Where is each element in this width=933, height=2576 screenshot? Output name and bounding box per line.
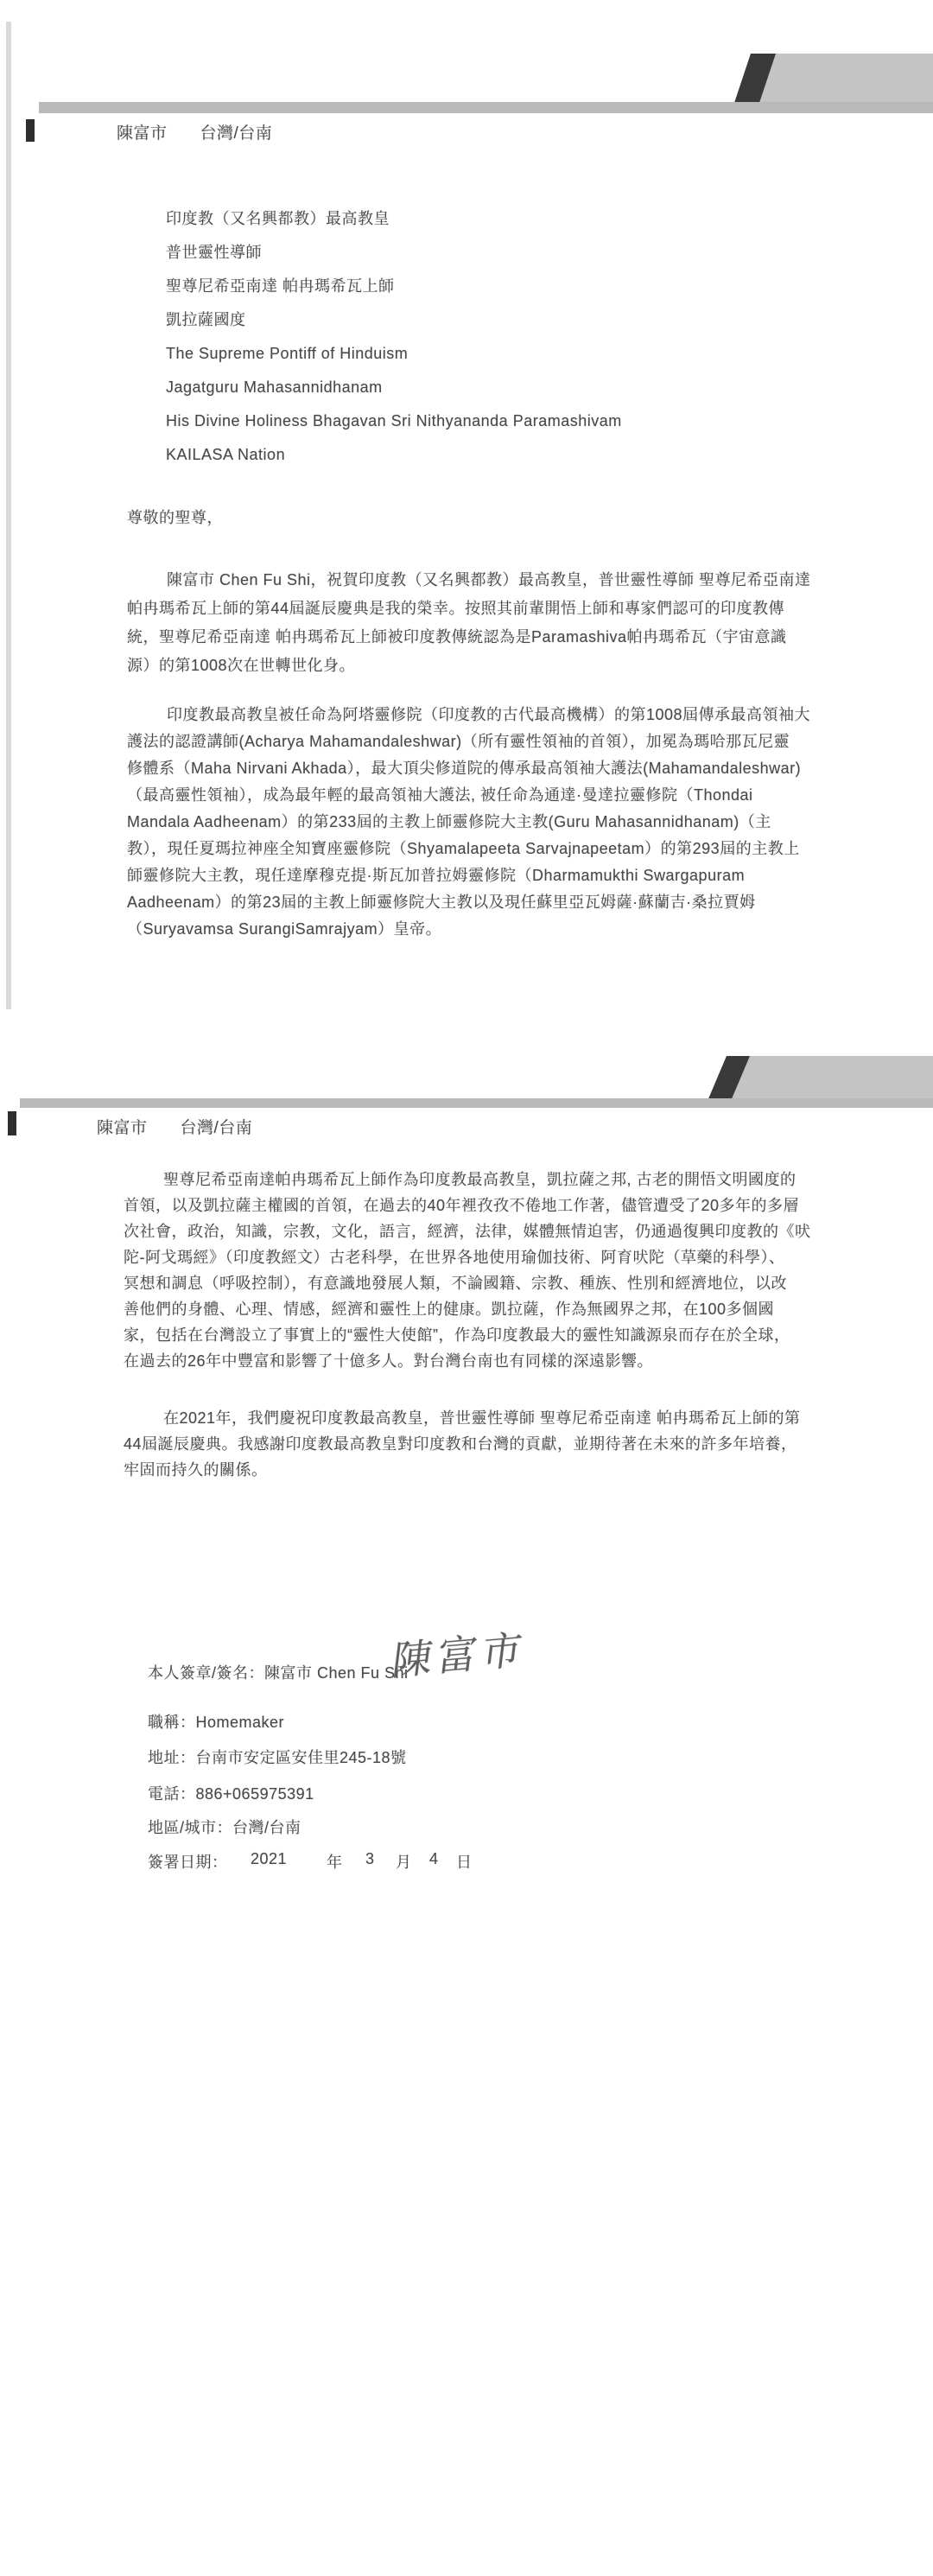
- signature-line: 本人簽章/簽名：陳富市 Chen Fu Shi: [148, 1664, 409, 1682]
- text-line: 冥想和調息（呼吸控制），有意識地發展人類，不論國籍、宗教、種族、性別和經濟地位，以改: [124, 1275, 787, 1292]
- text-line: 家，包括在台灣設立了事實上的“靈性大使館”，作為印度教最大的靈性知識源泉而存在於全球，: [124, 1326, 790, 1344]
- date-year-unit: 年: [327, 1854, 343, 1871]
- text-line: 善他們的身體、心理、情感，經濟和靈性上的健康。凱拉薩，作為無國界之邦，在100多個國: [124, 1301, 775, 1318]
- text-line: Aadheenam）的第23屆的主教上師靈修院大主教以及現任蘇里亞瓦姆薩·蘇蘭吉·桑拉賈姆: [127, 894, 756, 911]
- text-line: 陳富市 Chen Fu Shi，祝賀印度教（又名興都教）最高教皇，普世靈性導師 聖尊尼希亞南達: [167, 571, 811, 588]
- field-label: 地區/城市：: [148, 1819, 233, 1836]
- paragraph-2: [127, 702, 810, 943]
- text-line: 陀-阿戈瑪經》（印度教經文）古老科學，在世界各地使用瑜伽技術、阿育吠陀（草藥的科學）、: [124, 1249, 785, 1266]
- text-line: His Divine Holiness Bhagavan Sri Nithyananda Paramashivam: [166, 412, 622, 429]
- text-line: 牢固而持久的關係。: [124, 1461, 268, 1479]
- date-month-unit: 月: [396, 1854, 412, 1871]
- handwritten-signature: 陳富市: [390, 1626, 530, 1684]
- text-line: 首領，以及凱拉薩主權國的首領，在過去的40年裡孜孜不倦地工作著，儘管遭受了20多年的多層: [124, 1197, 800, 1214]
- text-line: 凱拉薩國度: [166, 311, 246, 328]
- text-line: 統，聖尊尼希亞南達 帕冉瑪希瓦上師被印度教傳統認為是Paramashiva帕冉瑪希瓦（宇宙意識: [127, 628, 787, 646]
- scan-edge-strip: [6, 22, 11, 1009]
- paragraph-4: [124, 1405, 801, 1483]
- letterhead-text: [117, 120, 272, 143]
- field-label: 職稱：: [148, 1714, 196, 1731]
- field-phone: [148, 1782, 314, 1804]
- letterhead-text: [97, 1115, 252, 1138]
- text-line: （最高靈性領袖），成為最年輕的最高領袖大護法, 被任命為通達·曼達拉靈修院（Thondai: [127, 786, 753, 804]
- date-day: 4: [429, 1850, 439, 1867]
- letterhead-bar: [20, 1098, 933, 1108]
- field-region-city: [148, 1816, 301, 1838]
- field-label: 電話：: [148, 1785, 196, 1803]
- field-value: Homemaker: [195, 1714, 285, 1731]
- text-line: 普世靈性導師: [166, 244, 262, 261]
- text-line: 44屆誕辰慶典。我感謝印度教最高教皇對印度教和台灣的貢獻，並期待著在未來的許多年培養，: [124, 1435, 797, 1453]
- text-line: 修體系（Maha Nirvani Akhada），最大頂尖修道院的傳承最高領袖大護法(Mahamandaleshwar): [127, 760, 802, 777]
- sender-location: 台灣/台南: [200, 124, 273, 143]
- sender-name: 陳富市: [117, 124, 168, 143]
- text-line: 帕冉瑪希瓦上師的第44屆誕辰慶典是我的榮幸。按照其前輩開悟上師和專家們認可的印度教傳: [127, 600, 785, 617]
- text-line: 教），現任夏瑪拉神座全知寶座靈修院（Shyamalapeeta Sarvajnapeetam）的第293屆的主教上: [127, 840, 800, 857]
- field-label: 地址：: [148, 1749, 196, 1766]
- text-line: 在過去的26年中豐富和影響了十億多人。對台灣台南也有同樣的深遠影響。: [124, 1352, 654, 1370]
- paragraph-1: [127, 566, 811, 680]
- field-value: 台灣/台南: [232, 1819, 301, 1836]
- field-value: 886+065975391: [195, 1785, 314, 1803]
- text-line: 聖尊尼希亞南達 帕冉瑪希瓦上師: [166, 277, 395, 295]
- paragraph-3: [124, 1167, 811, 1374]
- fold-mark: [26, 119, 35, 142]
- text-line: 護法的認證講師(Acharya Mahamandaleshwar)（所有靈性領袖的首領），加冕為瑪哈那瓦尼靈: [127, 733, 790, 750]
- fold-mark: [8, 1111, 16, 1135]
- text-line: 在2021年，我們慶祝印度教最高教皇，普世靈性導師 聖尊尼希亞南達 帕冉瑪希瓦上師的第: [163, 1409, 801, 1427]
- text-line: Mandala Aadheenam）的第233屆的主教上師靈修院大主教(Guru Mahasannidhanam)（主: [127, 813, 771, 830]
- text-line: 印度教（又名興都教）最高教皇: [166, 210, 390, 227]
- text-line: The Supreme Pontiff of Hinduism: [166, 345, 409, 362]
- text-line: 聖尊尼希亞南達帕冉瑪希瓦上師作為印度教最高教皇，凱拉薩之邦, 古老的開悟文明國度的: [163, 1171, 797, 1188]
- letterhead-bar: [39, 102, 933, 113]
- sender-location: 台灣/台南: [180, 1119, 253, 1137]
- salutation: 尊敬的聖尊，: [127, 509, 223, 526]
- sender-name: 陳富市: [97, 1119, 148, 1137]
- text-line: 師靈修院大主教，現任達摩穆克提·斯瓦加普拉姆靈修院（Dharmamukthi Swargapuram: [127, 867, 746, 884]
- text-line: Jagatguru Mahasannidhanam: [166, 378, 383, 396]
- text-line: （Suryavamsa SurangiSamrajyam）皇帝。: [127, 920, 442, 938]
- text-line: 源）的第1008次在世轉世化身。: [127, 657, 356, 674]
- text-line: KAILASA Nation: [166, 446, 286, 463]
- field-address: [148, 1746, 407, 1768]
- text-line: 次社會，政治，知識，宗教，文化，語言，經濟，法律，媒體無情迫害，仍通過復興印度教的《吠: [124, 1223, 811, 1240]
- text-line: 印度教最高教皇被任命為阿塔靈修院（印度教的古代最高機構）的第1008屆傳承最高領袖大: [167, 706, 811, 723]
- date-month: 3: [365, 1850, 375, 1867]
- date-label: 簽署日期：: [148, 1854, 228, 1871]
- recipient-block: [166, 202, 622, 472]
- date-day-unit: 日: [456, 1854, 473, 1871]
- signing-date-row: [148, 1850, 511, 1871]
- field-title: [148, 1710, 284, 1733]
- date-year: 2021: [251, 1850, 288, 1867]
- field-value: 台南市安定區安佳里245-18號: [195, 1749, 407, 1766]
